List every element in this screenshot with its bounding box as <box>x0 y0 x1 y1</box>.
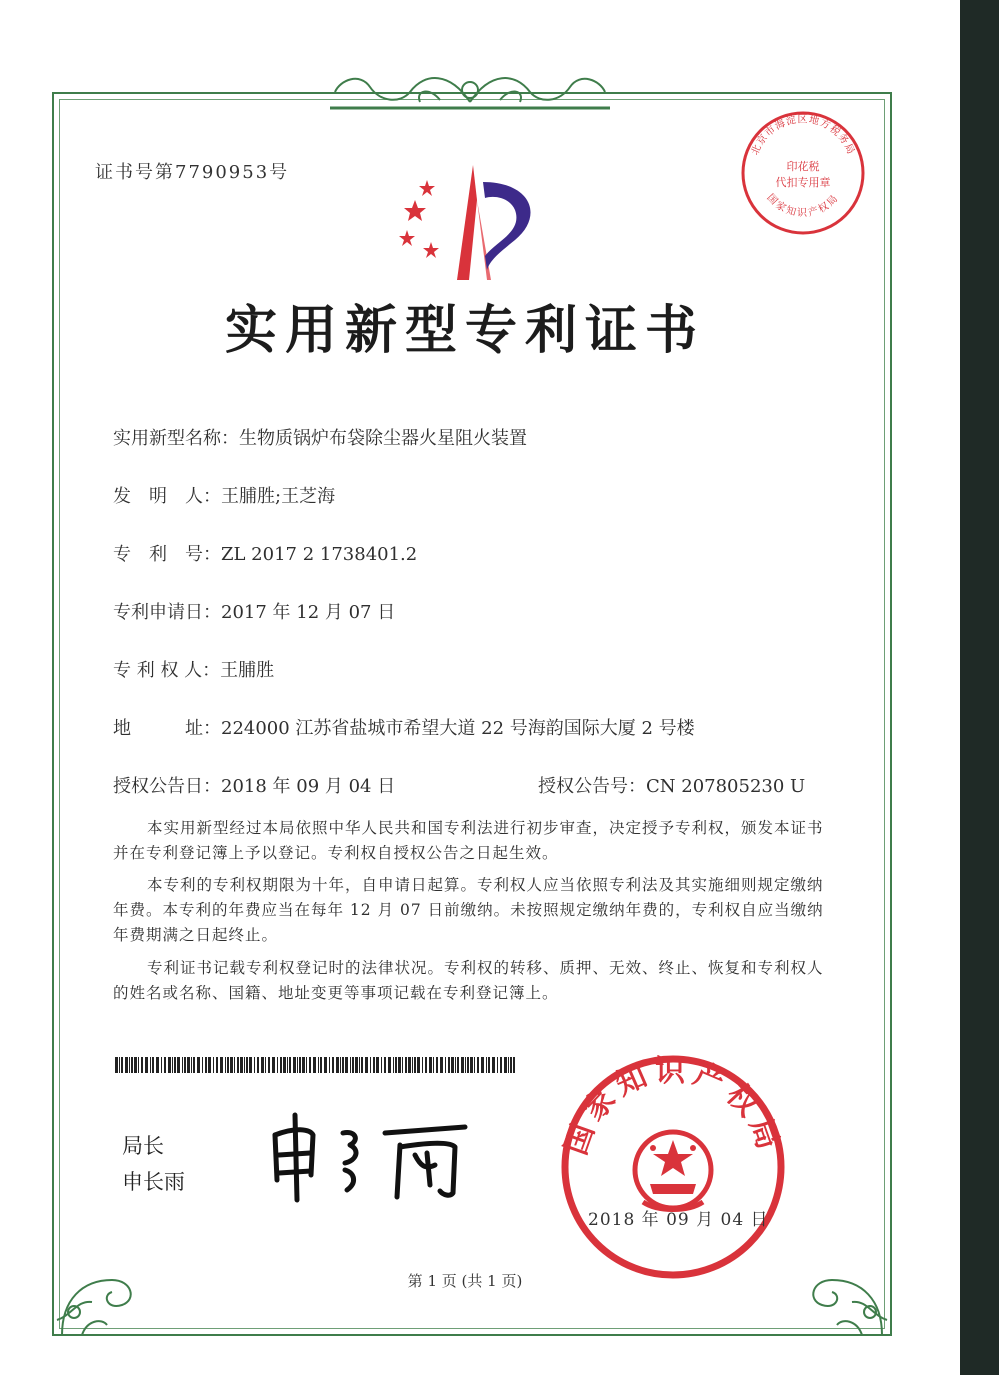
grant-date-label: 授权公告日 <box>113 776 203 797</box>
grant-number-row: 授权公告号：CN 207805230 U <box>538 772 805 798</box>
utility-model-name-label: 实用新型名称 <box>113 428 221 449</box>
inventor-row: 发 明 人：王脯胜;王芝海 <box>113 482 335 508</box>
national-ip-office-seal-icon <box>558 1052 788 1282</box>
stamp-duty-seal-icon <box>738 108 868 238</box>
certificate-title: 实用新型专利证书 <box>224 300 705 361</box>
filing-date-value: 2017 年 12 月 07 日 <box>221 602 396 623</box>
utility-model-name-value: 生物质锅炉布袋除尘器火星阻火装置 <box>239 428 527 449</box>
inventor-label: 发 明 人 <box>113 486 203 507</box>
body-paragraph <box>113 956 838 1006</box>
grant-date-row: 授权公告日：2018 年 09 月 04 日 <box>113 772 395 798</box>
patentee-label: 专 利 权 人 <box>113 660 203 681</box>
svg-text:国家知识产权局: 国家知识产权局 <box>558 1054 788 1160</box>
inventor-value: 王脯胜;王芝海 <box>221 486 336 507</box>
page-number: 第 1 页 (共 1 页) <box>407 1272 523 1290</box>
certificate-number: 证书号第7790953号 <box>95 162 290 183</box>
grant-date-value: 2018 年 09 月 04 日 <box>221 776 396 797</box>
patent-number-value: ZL 2017 2 1738401.2 <box>221 544 418 565</box>
seal-date: 2018 年 09 月 04 日 <box>588 1210 769 1230</box>
signatory-name: 申长雨 <box>122 1170 185 1194</box>
barcode-icon <box>115 1057 515 1073</box>
paragraph-text: 专利证书记载专利权登记时的法律状况。专利权的转移、质押、无效、终止、恢复和专利权人的姓名或名称、国籍、地址变更等事项记载在专利登记簿上。 <box>113 959 824 1002</box>
paragraph-text: 本专利的专利权期限为十年，自申请日起算。专利权人应当依照专利法及其实施细则规定缴纳年费。本专利的年费应当在每年 12 月 07 日前缴纳。未按照规定缴纳年费的，专利权自应当缴纳年费期满之日起终止。 <box>113 876 824 944</box>
top-ornament-icon <box>330 62 610 114</box>
address-value: 224000 江苏省盐城市希望大道 22 号海韵国际大厦 2 号楼 <box>221 718 695 739</box>
scan-edge-bar <box>960 0 999 1375</box>
body-paragraph <box>113 816 838 866</box>
grant-number-label: 授权公告号 <box>538 776 628 797</box>
address-row: 地 址：224000 江苏省盐城市希望大道 22 号海韵国际大厦 2 号楼 <box>113 714 695 740</box>
body-paragraph <box>113 873 838 948</box>
svg-text:北京市海淀区地方税务局: 北京市海淀区地方税务局 <box>749 114 857 157</box>
patent-number-label: 专 利 号 <box>113 544 203 565</box>
svg-text:国家知识产权局: 国家知识产权局 <box>764 192 842 220</box>
patentee-value: 王脯胜 <box>220 660 275 681</box>
handwritten-signature-icon <box>265 1105 480 1205</box>
patent-number-row: 专 利 号：ZL 2017 2 1738401.2 <box>113 540 417 566</box>
grant-number-value: CN 207805230 U <box>646 776 806 797</box>
patent-office-emblem-icon <box>395 160 555 285</box>
paragraph-text: 本实用新型经过本局依照中华人民共和国专利法进行初步审查，决定授予专利权，颁发本证书并在专利登记簿上予以登记。专利权自授权公告之日起生效。 <box>113 819 824 862</box>
address-label: 地 址 <box>113 718 203 739</box>
filing-date-label: 专利申请日 <box>113 602 203 623</box>
patentee-row: 专 利 权 人：王脯胜 <box>113 656 274 682</box>
filing-date-row: 专利申请日：2017 年 12 月 07 日 <box>113 598 395 624</box>
signatory-title: 局长 <box>122 1134 164 1158</box>
utility-model-name-row: 实用新型名称：生物质锅炉布袋除尘器火星阻火装置 <box>113 424 527 450</box>
svg-text:印花税: 印花税 <box>786 160 820 173</box>
svg-text:代扣专用章: 代扣专用章 <box>775 176 831 189</box>
